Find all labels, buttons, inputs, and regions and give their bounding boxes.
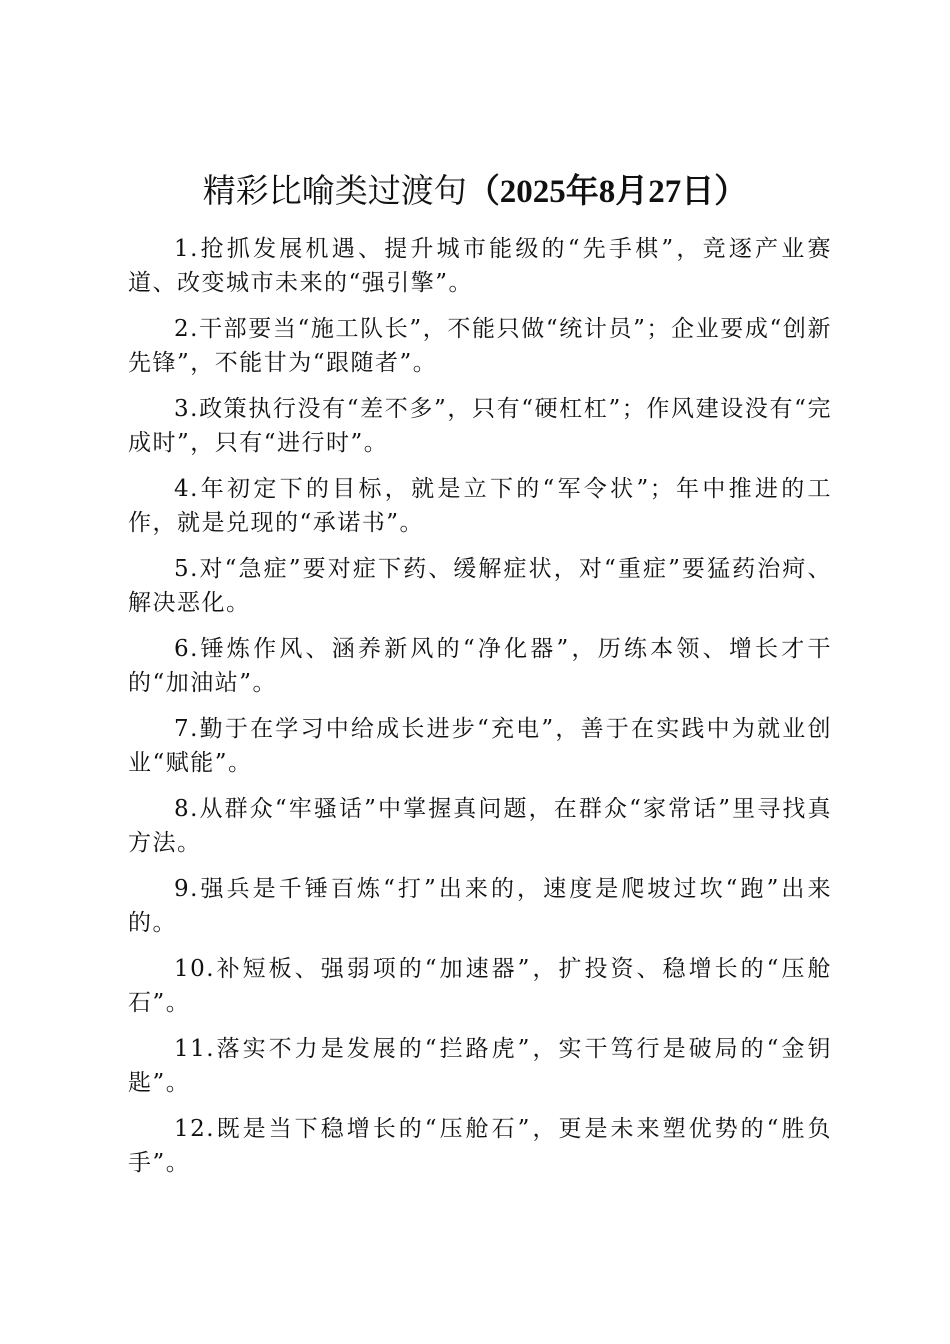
paragraph-1: 1.抢抓发展机遇、提升城市能级的“先手棋”，竞逐产业赛道、改变城市未来的“强引擎”。 (128, 236, 832, 296)
paragraph-2: 2.干部要当“施工队长”，不能只做“统计员”；企业要成“创新先锋”，不能甘为“跟随者”。 (128, 316, 832, 376)
paragraph-10: 10.补短板、强弱项的“加速器”，扩投资、稳增长的“压舱石”。 (128, 956, 832, 1016)
paragraph-6: 6.锤炼作风、涵养新风的“净化器”，历练本领、增长才干的“加油站”。 (128, 636, 832, 696)
paragraph-11: 11.落实不力是发展的“拦路虎”，实干笃行是破局的“金钥匙”。 (128, 1036, 832, 1096)
paragraph-9: 9.强兵是千锤百炼“打”出来的，速度是爬坡过坎“跑”出来的。 (128, 876, 832, 936)
title-date: （2025年8月27日） (466, 174, 748, 210)
document-title (0, 166, 950, 217)
paragraph-7: 7.勤于在学习中给成长进步“充电”，善于在实践中为就业创业“赋能”。 (128, 716, 832, 776)
paragraph-4: 4.年初定下的目标，就是立下的“军令状”；年中推进的工作，就是兑现的“承诺书”。 (128, 476, 832, 536)
paragraph-12: 12.既是当下稳增长的“压舱石”，更是未来塑优势的“胜负手”。 (128, 1116, 832, 1176)
paragraph-8: 8.从群众“牢骚话”中掌握真问题，在群众“家常话”里寻找真方法。 (128, 796, 832, 856)
paragraph-5: 5.对“急症”要对症下药、缓解症状，对“重症”要猛药治疴、解决恶化。 (128, 556, 832, 616)
paragraph-3: 3.政策执行没有“差不多”，只有“硬杠杠”；作风建设没有“完成时”，只有“进行时”。 (128, 396, 832, 456)
document-body (128, 232, 832, 1192)
title-text: 精彩比喻类过渡句 (202, 171, 467, 210)
